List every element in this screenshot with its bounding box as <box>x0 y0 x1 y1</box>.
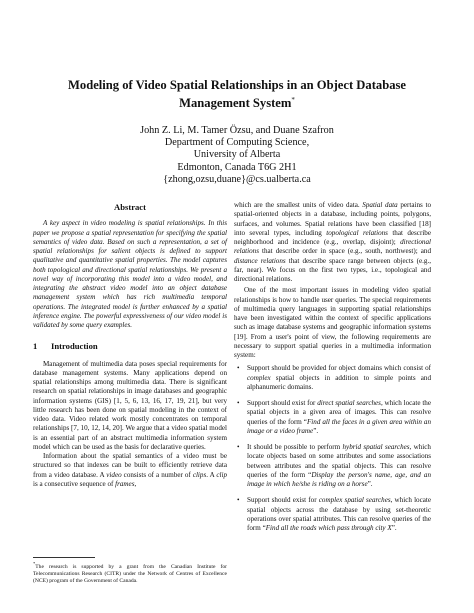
paper-title-text: Modeling of Video Spatial Relationships in an Object Database Management System <box>68 78 406 111</box>
footnote-text: The research is supported by a grant from the Canadian Institute for Telecommunications Research (CITR) under the Network of Centres of Excellence (NCE) program of the Government of Canada. <box>33 563 227 585</box>
right-column <box>234 201 431 540</box>
bullet-icon: • <box>237 364 240 373</box>
section-heading-introduction <box>33 342 227 351</box>
right-paragraph-1: which are the smallest units of video data. Spatial data pertains to spatial-oriented objects in a database, including points, polygons, surfaces, and volumes. Spatial relations have been classified [18] into several types, including topological relations that describe neighborhood and incidence (e.g., overlap, disjoint); directional relations that describe order in space (e.g., south, northwest); and distance relations that describe space range between objects (e.g., far, near). We focus on the first two types, i.e., topological and directional relations. <box>234 201 432 283</box>
footnote-mark: * <box>33 561 36 566</box>
bullet-icon: • <box>237 443 240 451</box>
list-item: • It should be possible to perform hybrid spatial searches, which locate objects based on some attributes and some associations between attributes and the spatial objects. This can resolve queries of the form “Display the person's name, age, and an image in which he/she is riding on a horse”. <box>237 443 431 488</box>
author-email: {zhong,ozsu,duane}@cs.ualberta.ca <box>163 173 311 185</box>
author-department: Department of Computing Science, <box>164 137 310 149</box>
list-item: • Support should be provided for object domains which consist of complex spatial objects in addition to simple points and alphanumeric domains. <box>237 364 431 391</box>
list-item: • Support should exist for direct spatial searches, which locate the spatial objects in a given area of images. This can resolve queries of the form “Find all the faces in a given area within an image or a video frame”. <box>237 399 432 435</box>
author-block <box>60 125 414 186</box>
paper-title <box>40 78 434 111</box>
author-names: John Z. Li, M. Tamer Özsu, and Duane Szafron <box>140 125 334 136</box>
bullet-icon: • <box>237 399 240 407</box>
footnote-divider <box>33 557 95 558</box>
footnote <box>33 560 227 585</box>
intro-paragraph-2: Information about the spatial semantics of a video must be structured so that indexes can be built to efficiently retrieve data from a video database. A video consists of a number of clips. A clip is a consecutive sequence of frames, <box>33 452 227 488</box>
bullet-icon: • <box>237 496 240 505</box>
abstract-heading: Abstract <box>114 202 146 212</box>
abstract-text: A key aspect in video modeling is spatial relationships. In this paper we propose a spatial representation for specifying the spatial semantics of video data. Based on such a representation, a set of spatial relationships for salient objects is defined to support qualitative and quantitative spatial properties. The model captures both topological and directional spatial relationships. We present a novel way of incorporating this model into a video model, and integrating the abstract video model into an object database management system which has rich multimedia temporal operations. The integrated model is further enhanced by a spatial inference engine. The powerful expressiveness of our video model is validated by some query examples. <box>33 219 227 329</box>
left-column <box>33 203 227 489</box>
intro-paragraph-1: Management of multimedia data poses special requirements for database management systems. Many applications depend on spatial relationships among multimedia data. There is significant research on spatial relationships in image databases and geographic information systems (GIS) [1, 5, 6, 13, 16, 17, 19, 21], but very little research has been done on spatial modeling in the context of video data. Video related work mostly concentrates on temporal relationships [7, 10, 12, 14, 20]. We argue that a video spatial model is an essential part of an abstract multimedia information system model which can be used as the basis for declarative queries. <box>33 359 227 451</box>
author-university: University of Alberta <box>193 149 281 161</box>
author-address: Edmonton, Canada T6G 2H1 <box>177 161 297 173</box>
title-footnote-mark: * <box>291 96 295 104</box>
right-paragraph-2: One of the most important issues in modeling video spatial relationships is how to handle user queries. The special requirements of multimedia query languages in supporting spatial relationships have been investigated within the context of specific applications such as image database systems and geographic information systems [19]. From a user's point of view, the following requirements are necessary to support spatial queries in a multimedia information system: <box>234 286 431 359</box>
section-title: Introduction <box>51 341 98 352</box>
section-number: 1 <box>33 341 38 352</box>
list-item: • Support should exist for complex spatial searches, which locate spatial objects across the database by using set-theoretic operations over spatial attributes. This can resolve queries of the form “Find all the roads which pass through city X”. <box>237 496 431 532</box>
requirements-list <box>234 364 431 533</box>
